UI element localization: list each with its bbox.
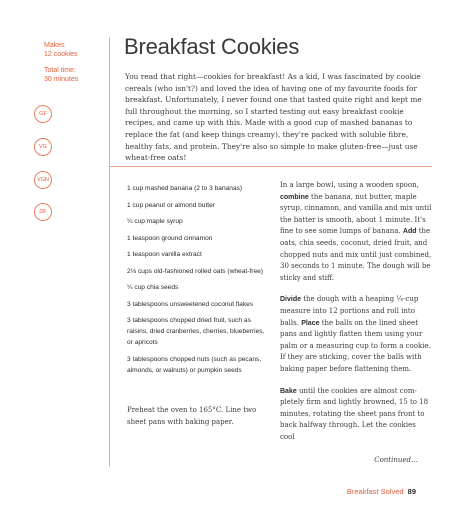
step-keyword: combine [280, 193, 309, 201]
ingredient-item: 1 teaspoon vanilla extract [127, 251, 202, 258]
vegan-badge-icon: VGN [34, 171, 52, 189]
method-step [280, 386, 432, 444]
method-step [280, 294, 432, 375]
yield-block [44, 42, 106, 59]
ingredient-item: 3 tablespoons chopped dried fruit, such as raisins, dried cranberries, cherries, blueberries, or apricots [127, 317, 265, 346]
step-keyword: Place [301, 319, 320, 327]
ingredient-item: 3 tablespoons chopped nuts (such as pecans, almonds, or walnuts) or pumpkin seeds [127, 355, 262, 374]
time-block [44, 67, 106, 84]
ingredient-item: 1 cup peanut or almond butter [127, 201, 215, 209]
time-label: Total time: [44, 67, 76, 74]
ingredient-list [127, 183, 269, 381]
makes-label: Makes [44, 42, 65, 49]
continued-note: Continued… [374, 456, 418, 464]
step-keyword: Add [402, 228, 417, 236]
step-text: the oats, chia seeds, coconut, dried fruit, and chopped nuts and mix until just combined, 30 seconds to 1 minute. The dough will be sticky and stiff. [280, 227, 432, 282]
step-text: the banana, nut butter, maple syrup, cinnamon, and vanilla and mix until the batter is smooth, about 1 minute. It's fine to see some lumps of banana. [280, 192, 432, 236]
recipe-intro: You read that right—cookies for breakfast! As a kid, I was fascinated by cookie cereals (who isn't?) and loved the idea of having one of my favourite foods for breakfast. Unfortunately, I never found one that tasted quite right and kept me full throughout the morning, so I started testing out easy breakfast cookie recipes, and came up with this. Made with a good cup of mashed bananas to replace the fat (and keep things creamy), they're packed with soluble fibre, healthy fats, and protein. They're also so simple to make gluten-free—just use wheat-free oats! [125, 72, 422, 163]
page-footer [347, 487, 416, 496]
horizontal-divider [109, 166, 432, 167]
page-number: 89 [407, 487, 416, 496]
ingredient-item: ¼ cup chia seeds [127, 284, 179, 291]
makes-value: 12 cookies [44, 50, 78, 58]
method-steps [280, 180, 432, 453]
ingredient-item: 1 teaspoon ground cinnamon [127, 234, 213, 242]
ingredient-item: ¼ cup maple syrup [127, 218, 183, 225]
vegetarian-badge-icon: VG [34, 138, 52, 156]
step-text: the dough with a heaping ¼-cup measure into 12 portions and roll into balls. [280, 295, 419, 327]
step-keyword: Divide [280, 296, 302, 304]
vertical-divider [109, 38, 110, 466]
dairy-free-badge-icon: DF [34, 203, 52, 221]
ingredient-item: 3 tablespoons unsweetened coconut flakes [127, 300, 254, 308]
gluten-free-badge-icon: GF [34, 105, 52, 123]
section-name: Breakfast Solved [346, 487, 404, 496]
method-step [280, 180, 432, 284]
time-value: 30 minutes [44, 75, 79, 83]
step-keyword: Bake [280, 387, 297, 395]
preheat-step: Preheat the oven to 165°C. Line two sheet pans with baking paper. [127, 406, 257, 426]
ingredient-item: 1 cup mashed banana (2 to 3 bananas) [127, 185, 243, 192]
step-text: until the cookies are almost completely firm and lightly browned, 15 to 18 minutes, rotating the sheet pans front to back halfway through. Let the cookies cool [280, 386, 429, 441]
recipe-title: Breakfast Cookies [124, 34, 300, 59]
step-text: In a large bowl, using a wooden spoon, [280, 181, 419, 189]
recipe-sidebar [44, 42, 106, 92]
step-text: the balls on the lined sheet pans and lightly flatten them using your palm or a measuring cup to form a cookie. If they are sticking, cover the balls with baking paper before flattening them. [280, 318, 431, 373]
ingredient-item: 2⅓ cups old-fashioned rolled oats (wheat-free) [127, 267, 263, 275]
